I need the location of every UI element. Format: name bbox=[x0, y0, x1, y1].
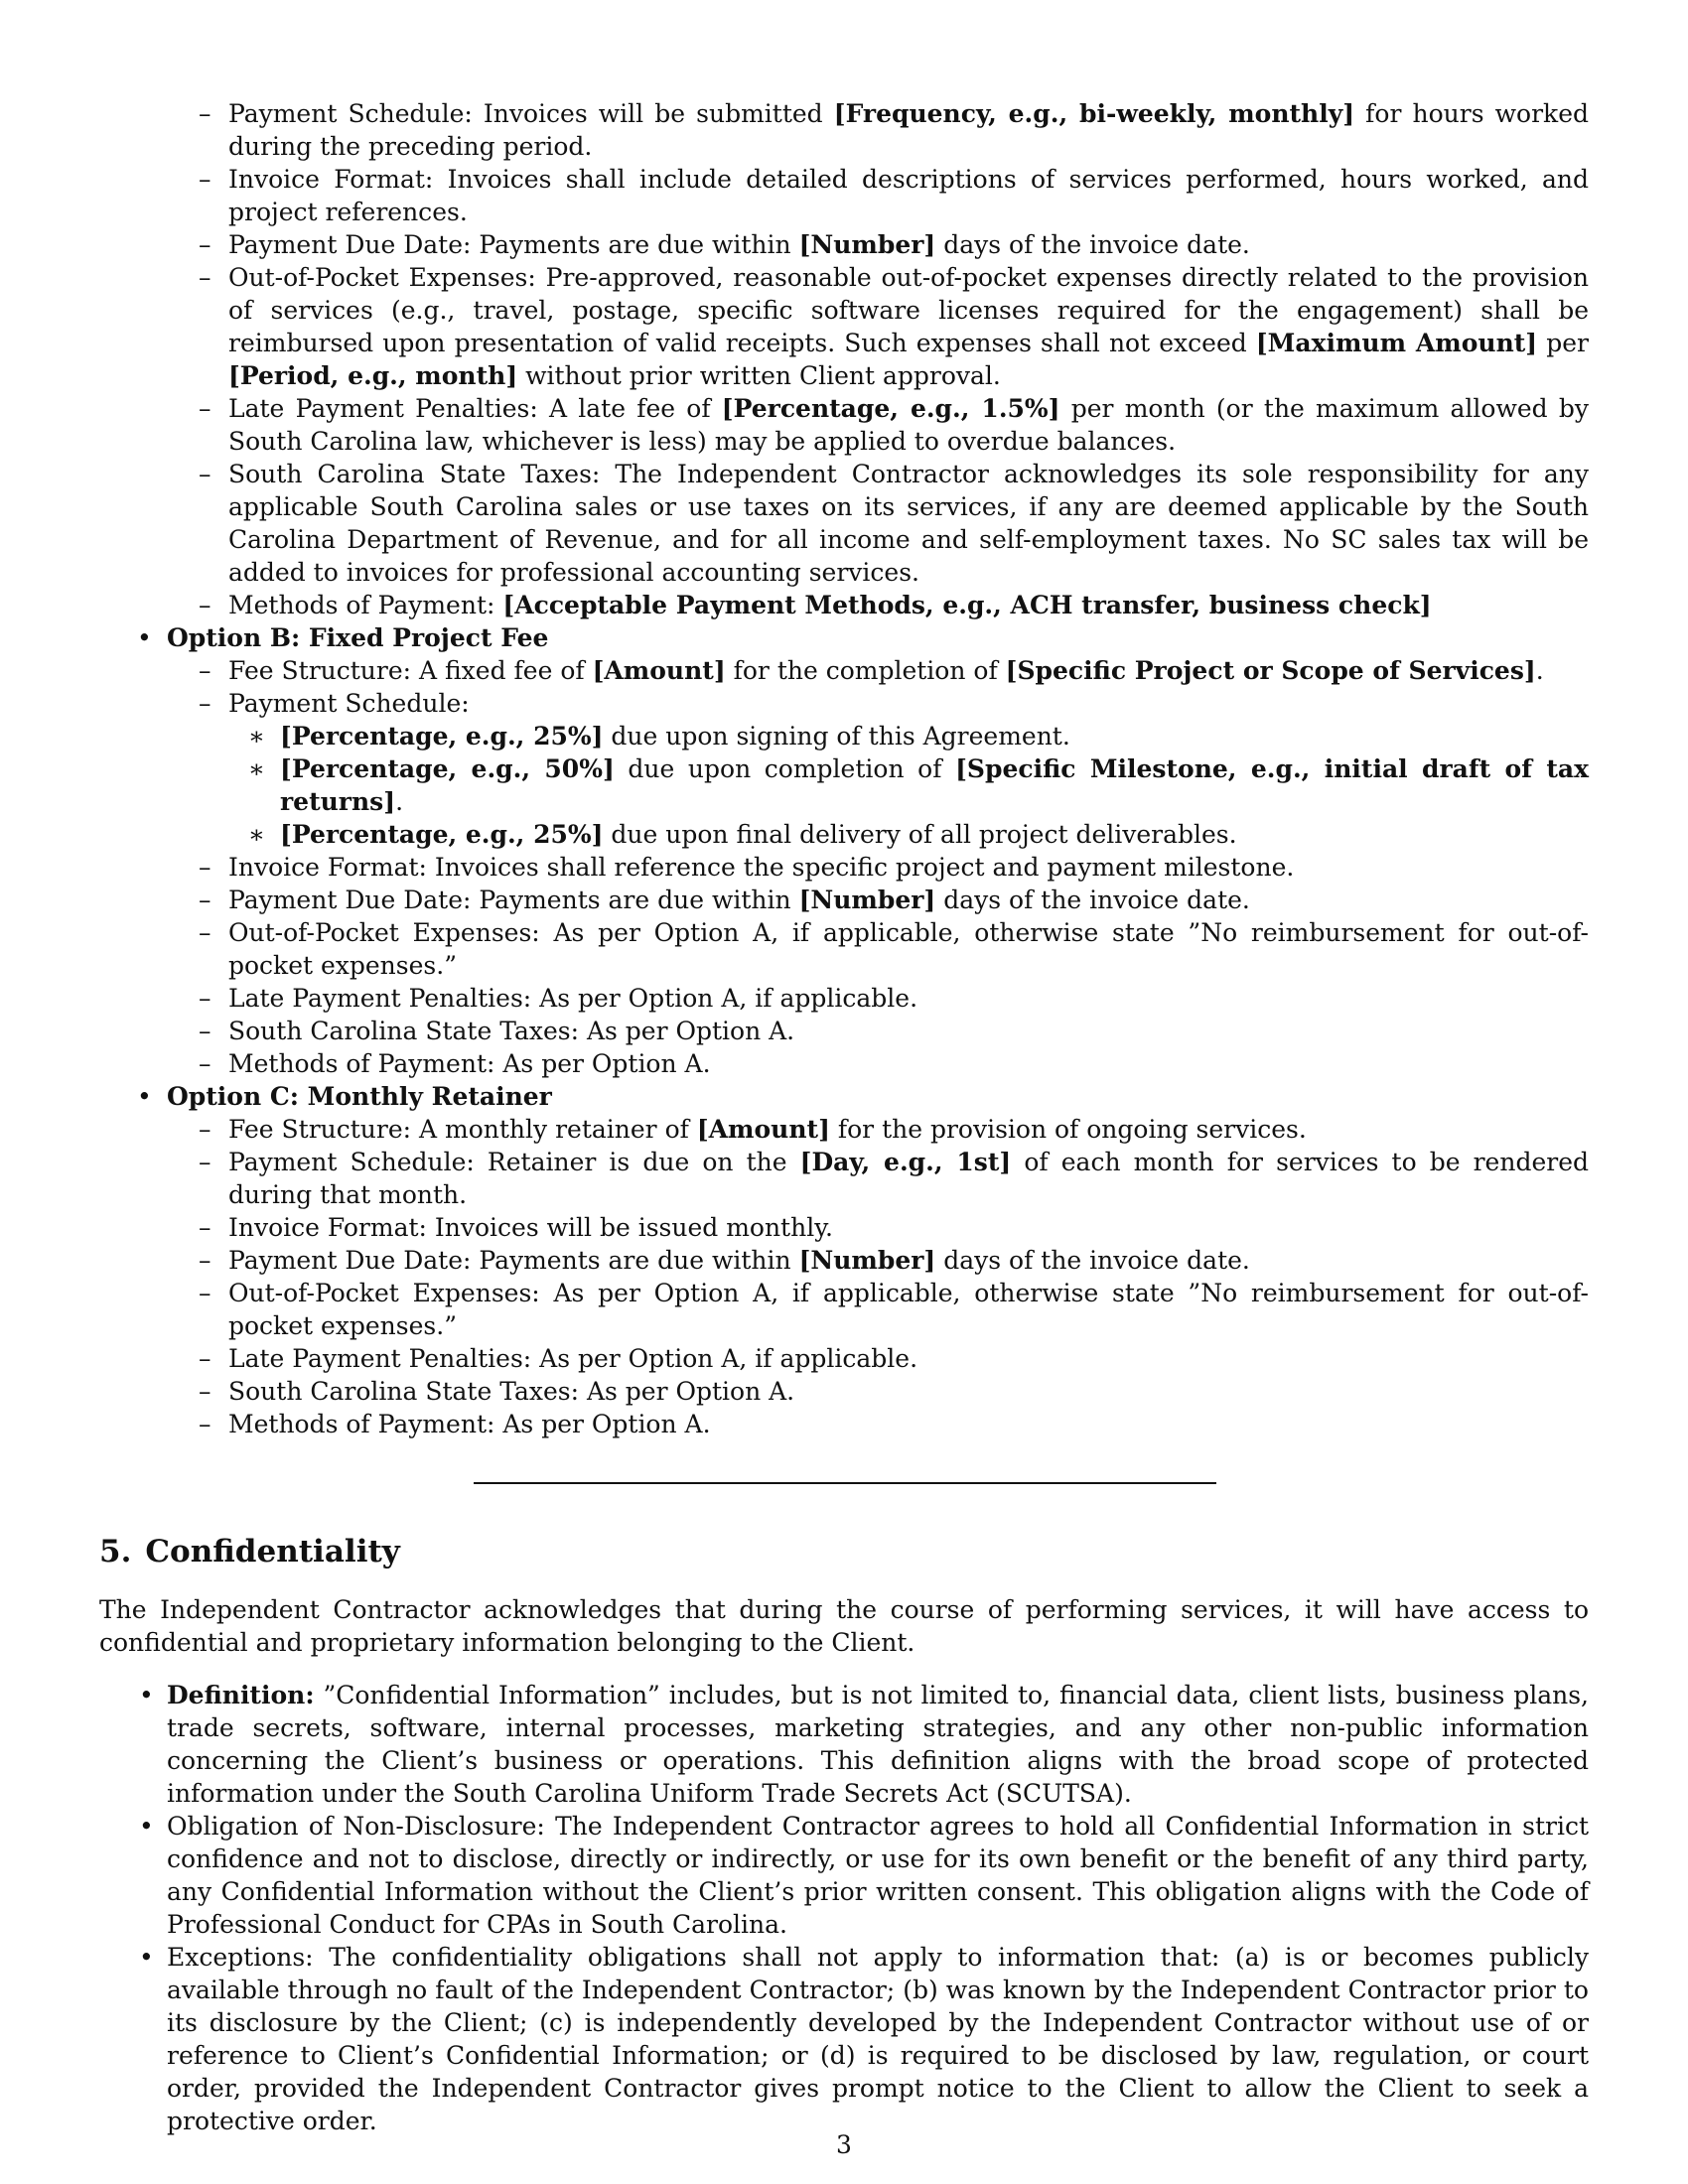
placeholder-field: [Acceptable Payment Methods, e.g., ACH transfer, business check] bbox=[502, 591, 1432, 619]
item-text: Invoices shall include detailed descriptions of services performed, hours worked, and project references. bbox=[228, 165, 1589, 226]
schedule-item bbox=[99, 818, 1589, 851]
list-item bbox=[99, 884, 1589, 916]
placeholder-field: [Number] bbox=[798, 886, 936, 914]
star-marker: ∗ bbox=[248, 754, 265, 783]
item-label: Payment Schedule: bbox=[228, 99, 473, 128]
item-label: South Carolina State Taxes: bbox=[228, 460, 601, 488]
dash-marker: – bbox=[199, 394, 211, 423]
dash-marker: – bbox=[199, 689, 211, 718]
item-text: Invoices will be submitted bbox=[472, 99, 834, 128]
item-text: of each month for services to be rendered during that month. bbox=[228, 1148, 1590, 1209]
item-text: without prior written Client approval. bbox=[517, 361, 1001, 390]
list-item bbox=[99, 97, 1589, 163]
item-label: Out-of-Pocket Expenses: bbox=[228, 263, 536, 292]
bullet-marker: • bbox=[139, 1943, 154, 1972]
placeholder-field: [Day, e.g., 1st] bbox=[799, 1148, 1012, 1176]
placeholder-field: [Maximum Amount] bbox=[1255, 329, 1538, 357]
item-label: Out-of-Pocket Expenses: bbox=[228, 1279, 540, 1307]
placeholder-field: [Number] bbox=[798, 1246, 936, 1275]
section-heading bbox=[99, 1532, 1589, 1571]
dash-marker: – bbox=[199, 263, 211, 292]
item-text: Invoices will be issued monthly. bbox=[426, 1213, 833, 1242]
item-text: for the completion of bbox=[725, 656, 1006, 685]
dash-marker: – bbox=[199, 1049, 211, 1078]
item-label: Payment Due Date: bbox=[228, 230, 472, 259]
dash-marker: – bbox=[199, 656, 211, 685]
item-label: Methods of Payment: bbox=[228, 591, 495, 619]
list-item bbox=[99, 1015, 1589, 1047]
item-label: South Carolina State Taxes: bbox=[228, 1377, 580, 1406]
item-label: Definition: bbox=[167, 1681, 315, 1709]
option-b-items bbox=[167, 654, 1589, 1080]
list-item bbox=[99, 1277, 1589, 1342]
placeholder-field: [Amount] bbox=[696, 1115, 830, 1144]
item-text: per month (or the maximum allowed by South Carolina law, whichever is less) may be applied to overdue balances. bbox=[228, 394, 1589, 456]
dash-marker: – bbox=[199, 886, 211, 914]
item-label: Late Payment Penalties: bbox=[228, 984, 532, 1013]
item-text: Payments are due within bbox=[471, 230, 799, 259]
item-label: Out-of-Pocket Expenses: bbox=[228, 918, 540, 947]
item-label: Methods of Payment: bbox=[228, 1049, 495, 1078]
item-text: . bbox=[1535, 656, 1544, 685]
item-label: Payment Due Date: bbox=[228, 886, 472, 914]
list-item bbox=[99, 261, 1589, 392]
list-item bbox=[99, 1375, 1589, 1408]
placeholder-field: [Number] bbox=[798, 230, 936, 259]
item-label: Payment Due Date: bbox=[228, 1246, 472, 1275]
list-item bbox=[99, 1408, 1589, 1440]
page-number: 3 bbox=[836, 2130, 852, 2159]
item-text: days of the invoice date. bbox=[935, 1246, 1250, 1275]
dash-marker: – bbox=[199, 1115, 211, 1144]
item-text: Payments are due within bbox=[471, 1246, 799, 1275]
section-divider bbox=[474, 1482, 1216, 1484]
item-text: As per Option A. bbox=[579, 1377, 795, 1406]
dash-marker: – bbox=[199, 1148, 211, 1176]
list-item bbox=[99, 228, 1589, 261]
item-label: Fee Structure: bbox=[228, 1115, 412, 1144]
item-text: for the provision of ongoing services. bbox=[829, 1115, 1307, 1144]
item-text: As per Option A. bbox=[579, 1017, 795, 1045]
schedule-item bbox=[99, 752, 1589, 818]
item-label: Methods of Payment: bbox=[228, 1410, 495, 1438]
list-item bbox=[99, 589, 1589, 621]
list-item bbox=[99, 458, 1589, 589]
payment-options-list bbox=[99, 621, 1589, 1440]
dash-marker: – bbox=[199, 460, 211, 488]
confidentiality-list bbox=[99, 1679, 1589, 2137]
section-title: Confidentiality bbox=[145, 1534, 400, 1570]
placeholder-field: [Specific Milestone, e.g., initial draft of tax returns] bbox=[280, 754, 1590, 816]
dash-marker: – bbox=[199, 1377, 211, 1406]
bullet-marker: • bbox=[139, 1681, 154, 1709]
item-text: . bbox=[395, 787, 404, 816]
dash-marker: – bbox=[199, 165, 211, 194]
placeholder-field: [Percentage, e.g., 50%] bbox=[280, 754, 615, 783]
dash-marker: – bbox=[199, 591, 211, 619]
list-item bbox=[99, 163, 1589, 228]
item-text: As per Option A, if applicable. bbox=[531, 1344, 918, 1373]
item-label: Late Payment Penalties: bbox=[228, 1344, 532, 1373]
placeholder-field: [Percentage, e.g., 25%] bbox=[280, 722, 604, 751]
dash-marker: – bbox=[199, 1344, 211, 1373]
star-marker: ∗ bbox=[248, 722, 265, 751]
item-label: Fee Structure: bbox=[228, 656, 412, 685]
schedule-item bbox=[99, 720, 1589, 752]
item-text: As per Option A. bbox=[494, 1049, 711, 1078]
list-item bbox=[99, 392, 1589, 458]
placeholder-field: [Amount] bbox=[592, 656, 726, 685]
star-marker: ∗ bbox=[248, 820, 265, 849]
placeholder-field: [Percentage, e.g., 25%] bbox=[280, 820, 604, 849]
placeholder-field: [Period, e.g., month] bbox=[228, 361, 518, 390]
placeholder-field: [Percentage, e.g., 1.5%] bbox=[721, 394, 1060, 423]
item-label: Invoice Format: bbox=[228, 165, 434, 194]
list-item bbox=[99, 982, 1589, 1015]
payment-schedule-list bbox=[228, 720, 1589, 851]
list-item bbox=[99, 654, 1589, 687]
item-text: As per Option A, if applicable, otherwise state ”No reimbursement for out-of-pocket expenses.” bbox=[228, 1279, 1590, 1340]
bullet-marker: • bbox=[137, 1082, 152, 1111]
item-text: The confidentiality obligations shall not apply to information that: (a) is or becomes publicly available through no fault of the Independent Contractor; (b) was known by the Independent Contractor prior to its disclosure by the Client; (c) is independently developed by the Independent Contractor without use of or reference to Client’s Confidential Information; or (d) is required to be disclosed by law, regulation, or court order, provided the Independent Contractor gives prompt notice to the Client to allow the Client to seek a protective order. bbox=[167, 1943, 1589, 2135]
option-a-continuation bbox=[99, 97, 1589, 621]
list-item bbox=[99, 1244, 1589, 1277]
option-c-title: Option C: Monthly Retainer bbox=[167, 1082, 552, 1111]
bullet-marker: • bbox=[137, 623, 152, 652]
option-b bbox=[99, 621, 1589, 1080]
dash-marker: – bbox=[199, 1410, 211, 1438]
confidentiality-item bbox=[99, 1679, 1589, 1810]
item-text: Retainer is due on the bbox=[474, 1148, 800, 1176]
item-text: Payments are due within bbox=[471, 886, 799, 914]
item-text: A fixed fee of bbox=[411, 656, 593, 685]
item-text: As per Option A, if applicable, otherwise state ”No reimbursement for out-of-pocket expenses.” bbox=[228, 918, 1590, 980]
dash-marker: – bbox=[199, 230, 211, 259]
list-item bbox=[99, 1113, 1589, 1146]
item-text: for hours worked during the preceding period. bbox=[228, 99, 1590, 161]
item-label: Invoice Format: bbox=[228, 853, 427, 882]
option-a-items bbox=[99, 97, 1589, 621]
item-text: The Independent Contractor agrees to hold all Confidential Information in strict confidence and not to disclose, directly or indirectly, or use for its own benefit or the benefit of any third party, any Confidential Information without the Client’s prior written consent. This obligation aligns with the Code of Professional Conduct for CPAs in South Carolina. bbox=[167, 1812, 1589, 1939]
item-label: Exceptions: bbox=[167, 1943, 314, 1972]
item-text: Pre-approved, reasonable out-of-pocket expenses directly related to the provision of services (e.g., travel, postage, specific software licenses required for the engagement) shall be reimbursed upon presentation of valid receipts. Such expenses shall not exceed bbox=[228, 263, 1590, 357]
dash-marker: – bbox=[199, 984, 211, 1013]
dash-marker: – bbox=[199, 1213, 211, 1242]
dash-marker: – bbox=[199, 1279, 211, 1307]
item-text: A monthly retainer of bbox=[411, 1115, 697, 1144]
item-text: per bbox=[1537, 329, 1589, 357]
item-text: due upon completion of bbox=[614, 754, 956, 783]
list-item bbox=[99, 851, 1589, 884]
list-item bbox=[99, 1146, 1589, 1211]
item-label: Payment Schedule: bbox=[228, 689, 470, 718]
option-b-title: Option B: Fixed Project Fee bbox=[167, 623, 549, 652]
item-label: Obligation of Non-Disclosure: bbox=[167, 1812, 545, 1841]
item-text: A late fee of bbox=[537, 394, 722, 423]
document-page bbox=[99, 97, 1589, 2137]
list-item bbox=[99, 1342, 1589, 1375]
item-text: due upon final delivery of all project deliverables. bbox=[603, 820, 1237, 849]
dash-marker: – bbox=[199, 99, 211, 128]
item-label: Payment Schedule: bbox=[228, 1148, 475, 1176]
option-c bbox=[99, 1080, 1589, 1440]
item-text: The Independent Contractor acknowledges its sole responsibility for any applicable South Carolina sales or use taxes on its services, if any are deemed applicable by the South Carolina Department of Revenue, and for all income and self-employment taxes. No SC sales tax will be added to invoices for professional accounting services. bbox=[228, 460, 1589, 587]
item-text: ”Confidential Information” includes, but is not limited to, financial data, client lists, business plans, trade secrets, software, internal processes, marketing strategies, and any other non-public information concerning the Client’s business or operations. This definition aligns with the broad scope of protected information under the South Carolina Uniform Trade Secrets Act (SCUTSA). bbox=[167, 1681, 1589, 1808]
dash-marker: – bbox=[199, 853, 211, 882]
item-label: Invoice Format: bbox=[228, 1213, 427, 1242]
item-label: Late Payment Penalties: bbox=[228, 394, 538, 423]
list-item bbox=[99, 687, 1589, 851]
item-text: due upon signing of this Agreement. bbox=[603, 722, 1070, 751]
section-number: 5. bbox=[99, 1534, 132, 1570]
dash-marker: – bbox=[199, 918, 211, 947]
confidentiality-item bbox=[99, 1941, 1589, 2137]
item-text: days of the invoice date. bbox=[935, 230, 1250, 259]
list-item bbox=[99, 916, 1589, 982]
bullet-marker: • bbox=[139, 1812, 154, 1841]
item-label: South Carolina State Taxes: bbox=[228, 1017, 580, 1045]
confidentiality-item bbox=[99, 1810, 1589, 1941]
placeholder-field: [Specific Project or Scope of Services] bbox=[1005, 656, 1536, 685]
placeholder-field: [Frequency, e.g., bi-weekly, monthly] bbox=[833, 99, 1355, 128]
item-text: As per Option A. bbox=[494, 1410, 711, 1438]
list-item bbox=[99, 1211, 1589, 1244]
dash-marker: – bbox=[199, 1246, 211, 1275]
item-text: Invoices shall reference the specific project and payment milestone. bbox=[426, 853, 1295, 882]
item-text: days of the invoice date. bbox=[935, 886, 1250, 914]
dash-marker: – bbox=[199, 1017, 211, 1045]
section-intro: The Independent Contractor acknowledges that during the course of performing services, it will have access to confidential and proprietary information belonging to the Client. bbox=[99, 1595, 1589, 1657]
list-item bbox=[99, 1047, 1589, 1080]
option-c-items bbox=[167, 1113, 1589, 1440]
item-text: As per Option A, if applicable. bbox=[531, 984, 918, 1013]
